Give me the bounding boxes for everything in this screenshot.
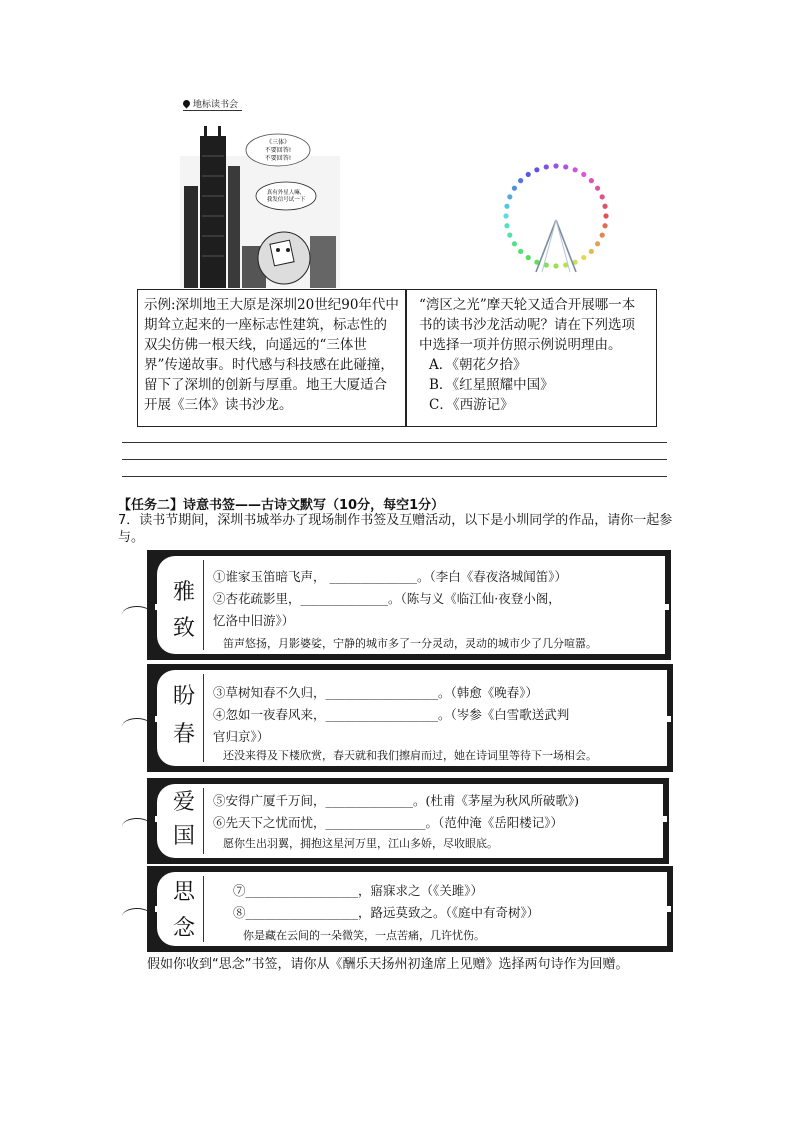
ferris-cabin-dot (512, 241, 517, 246)
bookmark-divider (203, 876, 204, 942)
bookmark-divider (203, 560, 204, 650)
bookmark-note: 还没来得及下楼欣赏，春天就和我们擦肩而过，她在诗词里等待下一场相会。 (223, 749, 597, 762)
bookmark-aiguo (147, 778, 669, 864)
example-text: 示例:深圳地王大原是深圳20世纪90年代中期耸立起来的一座标志性建筑，标志性的双尖仿佛一根天线，向遥远的“三体世界”传递故事。时代感与科技感在此碰撞，留下了深圳的创新与厚重。地王大厦适合开展《三体》读书沙龙。 (144, 297, 399, 413)
bookmark-title-char: 国 (172, 824, 195, 849)
bookmark-note: 你是藏在云间的一朵微笑，一点苦痛，几许忧伤。 (243, 929, 485, 942)
question-box (406, 289, 657, 427)
ferris-cabin-dot (603, 213, 608, 218)
ferris-cabin-dot (581, 255, 586, 260)
ferris-cabin-dot (600, 233, 605, 238)
option-b: B．《红星照耀中国》 (429, 377, 554, 393)
svg-text:《三体》: 《三体》 (265, 139, 291, 146)
ferris-cabin-dot (507, 194, 512, 199)
bookmark-title-char: 念 (172, 916, 195, 941)
ferris-cabin-dot (573, 167, 578, 172)
bookmark-body (157, 670, 667, 766)
bookmark-sinian (147, 866, 673, 952)
bookmark-title-char: 春 (172, 722, 195, 747)
blank-5[interactable]: ⑤安得广厦千万间，______________。(杜甫《茅屋为秋风所破歌》) (213, 793, 580, 808)
ferris-cabin-dot (503, 213, 508, 218)
diwang-tower-illustration (180, 126, 340, 288)
ferris-cabin-dot (602, 204, 607, 209)
bookmark-note: 笛声悠扬，月影婆娑，宁静的城市多了一分灵动，灵动的城市少了几分喧嚣。 (223, 637, 597, 650)
bookmark-tab (155, 604, 161, 610)
blank-2-cont: 忆洛中旧游》） (213, 613, 295, 628)
ferris-cabin-dot (518, 249, 523, 254)
ferris-cabin-dot (512, 186, 517, 191)
bookmark-panchun (147, 664, 673, 772)
bookmark-tab (155, 906, 161, 912)
ferris-cabin-dot (518, 178, 523, 183)
blank-6[interactable]: ⑥先天下之忧而忧，________________。（范仲淹《岳阳楼记》） (213, 815, 564, 830)
answer-line-1[interactable] (122, 442, 667, 443)
ferris-cabin-dot (526, 172, 531, 177)
ferris-cabin-dot (589, 178, 594, 183)
blank-1[interactable]: ①谁家玉笛暗飞声， ______________。（李白《春夜洛城闻笛》） (213, 569, 567, 584)
bookmark-title-char: 雅 (172, 580, 195, 605)
ferris-cabin-dot (507, 233, 512, 238)
closing-instruction: 假如你收到“思念”书签，请你从《酬乐天扬州初逢席上见赠》选择两句诗作为回赠。 (147, 957, 629, 972)
ferris-cabin-dot (553, 163, 558, 168)
svg-text:不要回答!: 不要回答! (264, 155, 292, 162)
bookmark-body (157, 872, 667, 946)
bookmark-tab (155, 716, 161, 722)
bookmark-tab (661, 816, 667, 822)
svg-text:不要回答!: 不要回答! (264, 147, 292, 154)
example-box (137, 289, 406, 427)
ferris-cabin-dot (504, 204, 509, 209)
ferris-cabin-dot (602, 223, 607, 228)
bookmark-title-char: 爱 (172, 790, 195, 815)
pin-label (183, 97, 242, 111)
blank-8[interactable]: ⑧__________________，路远莫致之。（《庭中有奇树》） (233, 905, 540, 920)
ferris-cabin-dot (526, 255, 531, 260)
bookmark-body (157, 556, 665, 654)
answer-line-3[interactable] (122, 476, 667, 477)
bookmark-note: 愿你生出羽翼，拥抱这星河万里，江山多娇，尽收眼底。 (223, 837, 498, 850)
blank-7[interactable]: ⑦__________________，寤寐求之（《关雎》） (233, 883, 484, 898)
bookmark-title-char: 致 (172, 616, 195, 641)
ferris-cabin-dot (504, 223, 509, 228)
pin-label-text: 地标读书会 (193, 100, 239, 110)
question-7: 7．读书节期间，深圳书城举办了现场制作书签及互赠活动，以下是小圳同学的作品，请你一起参与。 (118, 513, 673, 545)
ferris-cabin-dot (595, 186, 600, 191)
question-text: “湾区之光”摩天轮又适合开展哪一本书的读书沙龙活动呢？请在下列选项中选择一项并仿照示例说明理由。 (419, 297, 636, 353)
blank-2[interactable]: ②杏花疏影里，______________。（陈与义《临江仙·夜登小阁， (213, 591, 561, 606)
blank-3[interactable]: ③草树知春不久归，__________________。（韩愈《晚春》） (213, 685, 539, 700)
ferris-cabin-dot (595, 241, 600, 246)
ferris-cabin-dot (581, 172, 586, 177)
task2-title: 【任务二】诗意书签——古诗文默写（10分，每空1分） (118, 498, 445, 513)
bookmark-body (157, 784, 663, 858)
bookmark-title-char: 思 (172, 880, 195, 905)
bookmark-tab (155, 816, 161, 822)
ferris-cabin-dot (553, 263, 558, 268)
option-c: C．《西游记》 (429, 397, 514, 413)
blank-4-cont: 官归京》） (213, 729, 270, 744)
location-pin-icon (182, 99, 192, 109)
ferris-wheel-illustration (496, 160, 616, 280)
bookmark-yazhi (147, 550, 671, 660)
ferris-cabin-dot (563, 164, 568, 169)
bookmark-divider (203, 674, 204, 762)
option-a: A．《朝花夕拾》 (429, 357, 527, 373)
answer-line-2[interactable] (122, 459, 667, 460)
blank-4[interactable]: ④忽如一夜春风来，__________________。（岑参《白雪歌送武判 (213, 707, 570, 722)
ferris-cabin-dot (534, 167, 539, 172)
ferris-cabin-dot (589, 249, 594, 254)
ferris-cabin-dot (600, 194, 605, 199)
bookmark-tab (665, 716, 671, 722)
svg-text:真有外星人嘛，: 真有外星人嘛， (266, 190, 306, 196)
bookmark-tab (663, 604, 669, 610)
bookmark-tab (665, 906, 671, 912)
ferris-cabin-dot (544, 164, 549, 169)
bookmark-title-char: 盼 (172, 684, 195, 709)
svg-text:我发信号试一下: 我发信号试一下 (266, 197, 306, 203)
bookmark-divider (203, 788, 204, 854)
